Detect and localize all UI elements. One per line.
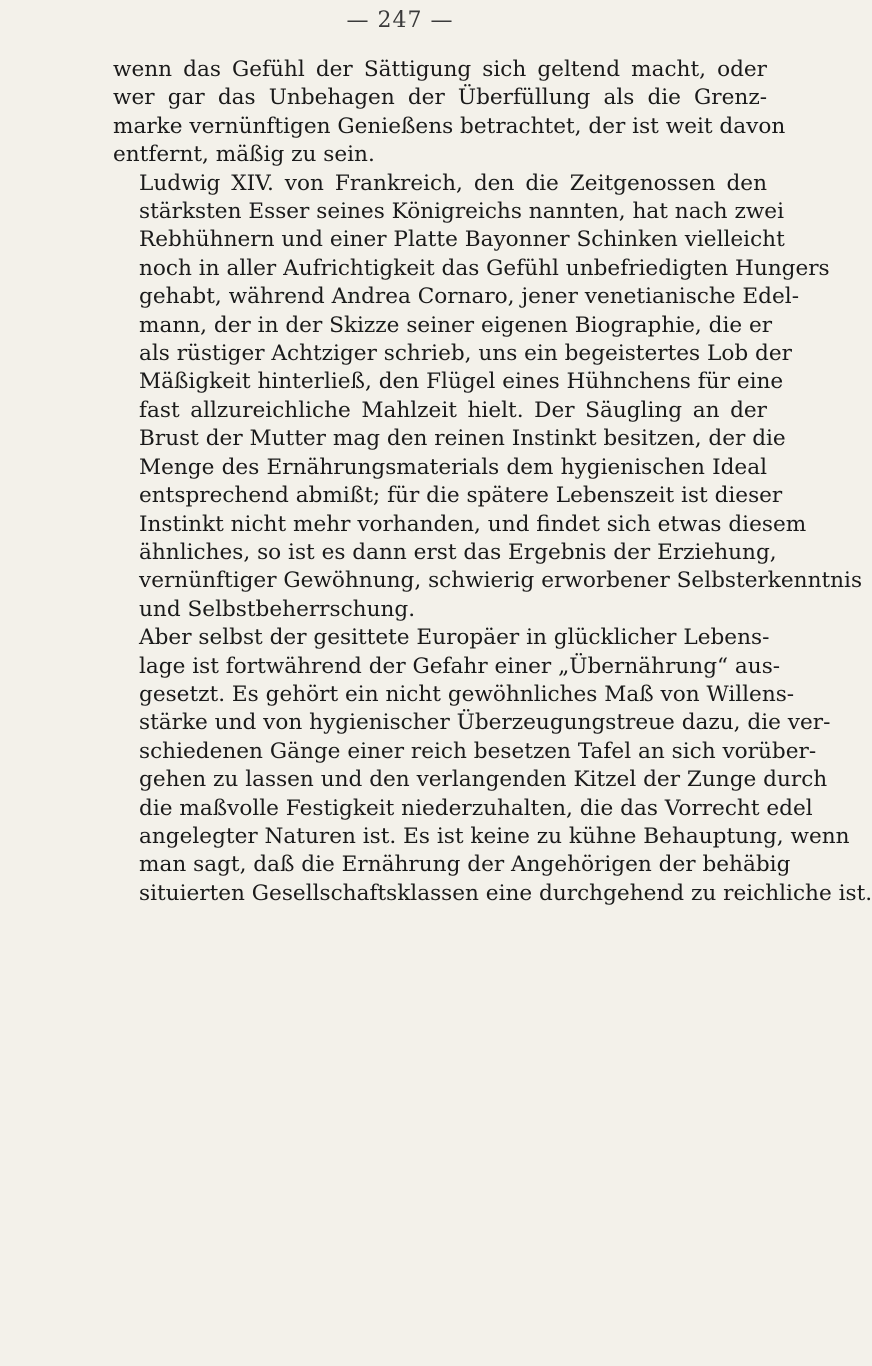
- text-line: gehabt, während Andrea Cornaro, jener venetianische Edel-: [139, 284, 799, 310]
- text-line: Menge des Ernährungsmaterials dem hygienischen Ideal: [139, 454, 767, 480]
- text-line: als rüstiger Achtziger schrieb, uns ein begeistertes Lob der: [139, 341, 792, 367]
- text-line: angelegter Naturen ist. Es ist keine zu kühne Behauptung, wenn: [139, 823, 850, 849]
- text-line: schiedenen Gänge einer reich besetzen Tafel an sich vorüber-: [139, 738, 817, 764]
- text-line: fast allzureichliche Mahlzeit hielt. Der Säugling an der: [139, 397, 767, 423]
- text-line: entsprechend abmißt; für die spätere Lebenszeit ist dieser: [139, 483, 783, 509]
- text-line: wenn das Gefühl der Sättigung sich geltend macht, oder: [113, 57, 767, 82]
- text-line: marke vernünftigen Genießens betrachtet, der ist weit davon: [113, 113, 786, 139]
- text-line: gesetzt. Es gehört ein nicht gewöhnliches Maß von Willens-: [139, 681, 795, 707]
- text-line: Aber selbst der gesittete Europäer in glücklicher Lebens-: [139, 625, 770, 651]
- paragraph-1: [113, 56, 786, 170]
- text-line: stärksten Esser seines Königreichs nannten, hat nach zwei: [139, 199, 784, 225]
- text-line: wer gar das Unbehagen der Überfüllung als die Grenz-: [113, 85, 767, 111]
- text-line: Instinkt nicht mehr vorhanden, und findet sich etwas diesem: [139, 511, 807, 537]
- text-line: vernünftiger Gewöhnung, schwierig erworbener Selbsterkenntnis: [139, 568, 863, 594]
- text-line: Mäßigkeit hinterließ, den Flügel eines Hühnchens für eine: [139, 369, 784, 395]
- text-line: stärke und von hygienischer Überzeugungstreue dazu, die ver-: [139, 710, 831, 736]
- text-line: noch in aller Aufrichtigkeit das Gefühl unbefriedigten Hungers: [139, 255, 830, 281]
- text-line: und Selbstbeherrschung.: [139, 596, 416, 622]
- text-line: entfernt, mäßig zu sein.: [113, 142, 375, 168]
- text-line: ähnliches, so ist es dann erst das Ergebnis der Erziehung,: [139, 539, 777, 565]
- paragraph-2: [113, 170, 863, 625]
- text-line: lage ist fortwährend der Gefahr einer „Übernährung“ aus-: [139, 653, 781, 679]
- text-line: die maßvolle Festigkeit niederzuhalten, die das Vorrecht edel: [139, 795, 813, 821]
- text-line: mann, der in der Skizze seiner eigenen Biographie, die er: [139, 312, 773, 338]
- text-line: gehen zu lassen und den verlangenden Kitzel der Zunge durch: [139, 767, 828, 793]
- page-number: — 247 —: [346, 8, 454, 33]
- text-line: Rebhühnern und einer Platte Bayonner Schinken vielleicht: [139, 227, 785, 253]
- body-text: [113, 56, 872, 908]
- text-line: man sagt, daß die Ernährung der Angehörigen der behäbig: [139, 852, 791, 878]
- text-line: Ludwig XIV. von Frankreich, den die Zeitgenossen den: [139, 170, 767, 196]
- text-line: situierten Gesellschaftsklassen eine durchgehend zu reichliche ist.: [139, 880, 872, 906]
- paragraph-3: [113, 624, 872, 908]
- text-line: Brust der Mutter mag den reinen Instinkt besitzen, der die: [139, 426, 786, 452]
